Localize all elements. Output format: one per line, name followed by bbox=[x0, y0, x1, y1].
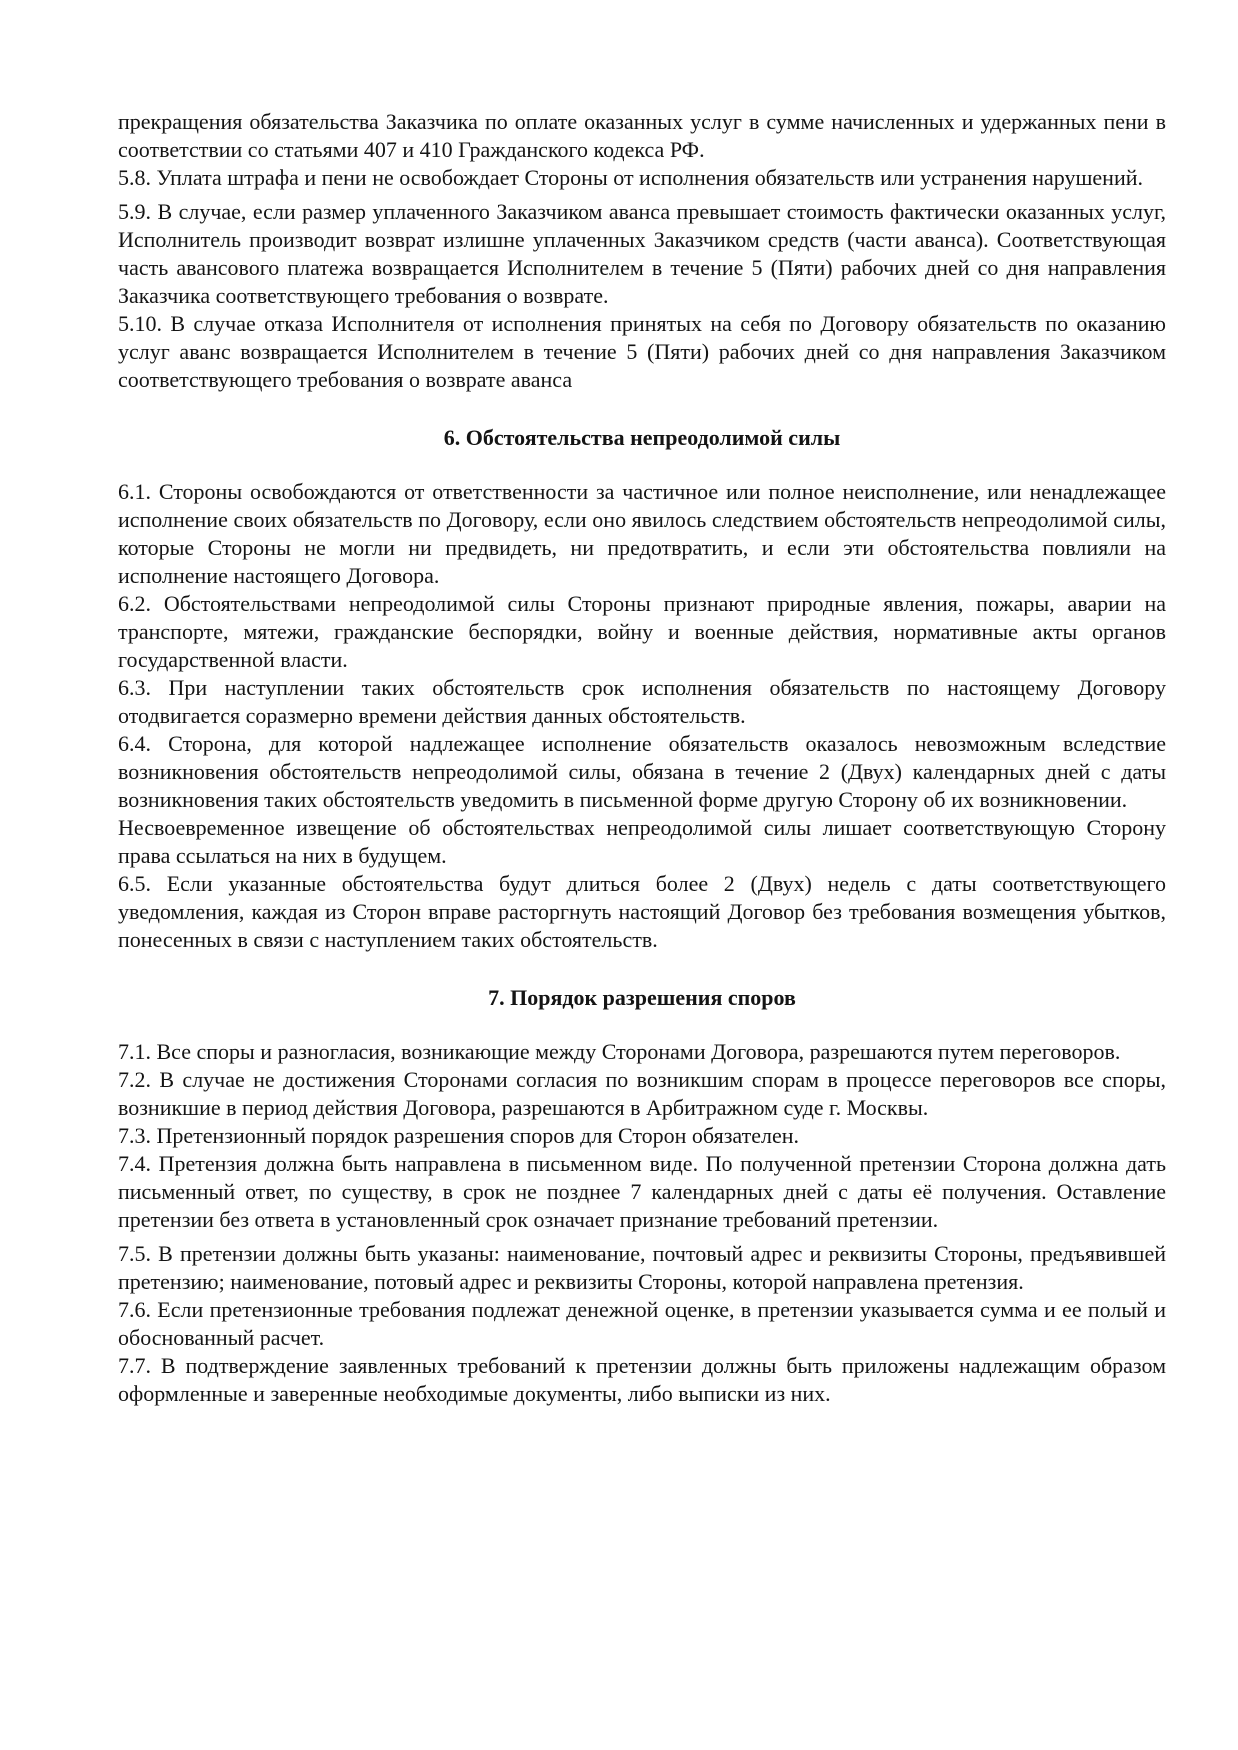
paragraph-7-6: 7.6. Если претензионные требования подлежат денежной оценке, в претензии указывается сумма и ее полый и обоснованный расчет. bbox=[118, 1297, 1166, 1350]
paragraph-6-3: 6.3. При наступлении таких обстоятельств срок исполнения обязательств по настоящему Договору отодвигается соразмерно времени действия данных обстоятельств. bbox=[118, 675, 1166, 728]
paragraph-6-5: 6.5. Если указанные обстоятельства будут длиться более 2 (Двух) недель с даты соответствующего уведомления, каждая из Сторон вправе расторгнуть настоящий Договор без требования возмещения убытков, понесенных в связи с наступлением таких обстоятельств. bbox=[118, 871, 1166, 952]
paragraph-5-7-tail: прекращения обязательства Заказчика по оплате оказанных услуг в сумме начисленных и удержанных пени в соответствии со статьями 407 и 410 Гражданского кодекса РФ. bbox=[118, 109, 1166, 162]
section-7-title: 7. Порядок разрешения споров bbox=[488, 985, 796, 1010]
paragraph-5-10: 5.10. В случае отказа Исполнителя от исполнения принятых на себя по Договору обязательств по оказанию услуг аванс возвращается Исполнителем в течение 5 (Пяти) рабочих дней со дня направления Заказчиком соответствующего требования о возврате аванса bbox=[118, 311, 1166, 392]
paragraph-7-5: 7.5. В претензии должны быть указаны: наименование, почтовый адрес и реквизиты Стороны, предъявившей претензию; наименование, потовый адрес и реквизиты Стороны, которой направлена претензия. bbox=[118, 1241, 1166, 1294]
paragraph-6-2: 6.2. Обстоятельствами непреодолимой силы Стороны признают природные явления, пожары, аварии на транспорте, мятежи, гражданские беспорядки, войну и военные действия, нормативные акты органов государственной власти. bbox=[118, 591, 1166, 672]
document-body bbox=[118, 108, 1166, 1408]
paragraph-7-3: 7.3. Претензионный порядок разрешения споров для Сторон обязателен. bbox=[118, 1123, 799, 1148]
paragraph-6-4: 6.4. Сторона, для которой надлежащее исполнение обязательств оказалось невозможным вследствие возникновения обстоятельств непреодолимой силы, обязана в течение 2 (Двух) календарных дней с даты возникновения таких обстоятельств уведомить в письменной форме другую Сторону об их возникновении. bbox=[118, 731, 1166, 812]
paragraph-7-4: 7.4. Претензия должна быть направлена в письменном виде. По полученной претензии Сторона должна дать письменный ответ, по существу, в срок не позднее 7 календарных дней с даты её получения. Оставление претензии без ответа в установленный срок означает признание требований претензии. bbox=[118, 1151, 1166, 1232]
paragraph-6-1: 6.1. Стороны освобождаются от ответственности за частичное или полное неисполнение, или ненадлежащее исполнение своих обязательств по Договору, если оно явилось следствием обстоятельств непреодолимой силы, которые Стороны не могли ни предвидеть, ни предотвратить, и если эти обстоятельства повлияли на исполнение настоящего Договора. bbox=[118, 479, 1166, 588]
paragraph-5-8: 5.8. Уплата штрафа и пени не освобождает Стороны от исполнения обязательств или устранения нарушений. bbox=[118, 165, 1143, 190]
paragraph-6-4-note: Несвоевременное извещение об обстоятельствах непреодолимой силы лишает соответствующую Сторону права ссылаться на них в будущем. bbox=[118, 815, 1166, 868]
section-6-title: 6. Обстоятельства непреодолимой силы bbox=[443, 425, 841, 450]
paragraph-7-1: 7.1. Все споры и разногласия, возникающие между Сторонами Договора, разрешаются путем переговоров. bbox=[118, 1039, 1121, 1064]
paragraph-7-2: 7.2. В случае не достижения Сторонами согласия по возникшим спорам в процессе переговоров все споры, возникшие в период действия Договора, разрешаются в Арбитражном суде г. Москвы. bbox=[118, 1067, 1166, 1120]
paragraph-5-9: 5.9. В случае, если размер уплаченного Заказчиком аванса превышает стоимость фактически оказанных услуг, Исполнитель производит возврат излишне уплаченных Заказчиком средств (части аванса). Соответствующая часть авансового платежа возвращается Исполнителем в течение 5 (Пяти) рабочих дней со дня направления Заказчика соответствующего требования о возврате. bbox=[118, 199, 1166, 308]
paragraph-7-7: 7.7. В подтверждение заявленных требований к претензии должны быть приложены надлежащим образом оформленные и заверенные необходимые документы, либо выписки из них. bbox=[118, 1353, 1166, 1406]
